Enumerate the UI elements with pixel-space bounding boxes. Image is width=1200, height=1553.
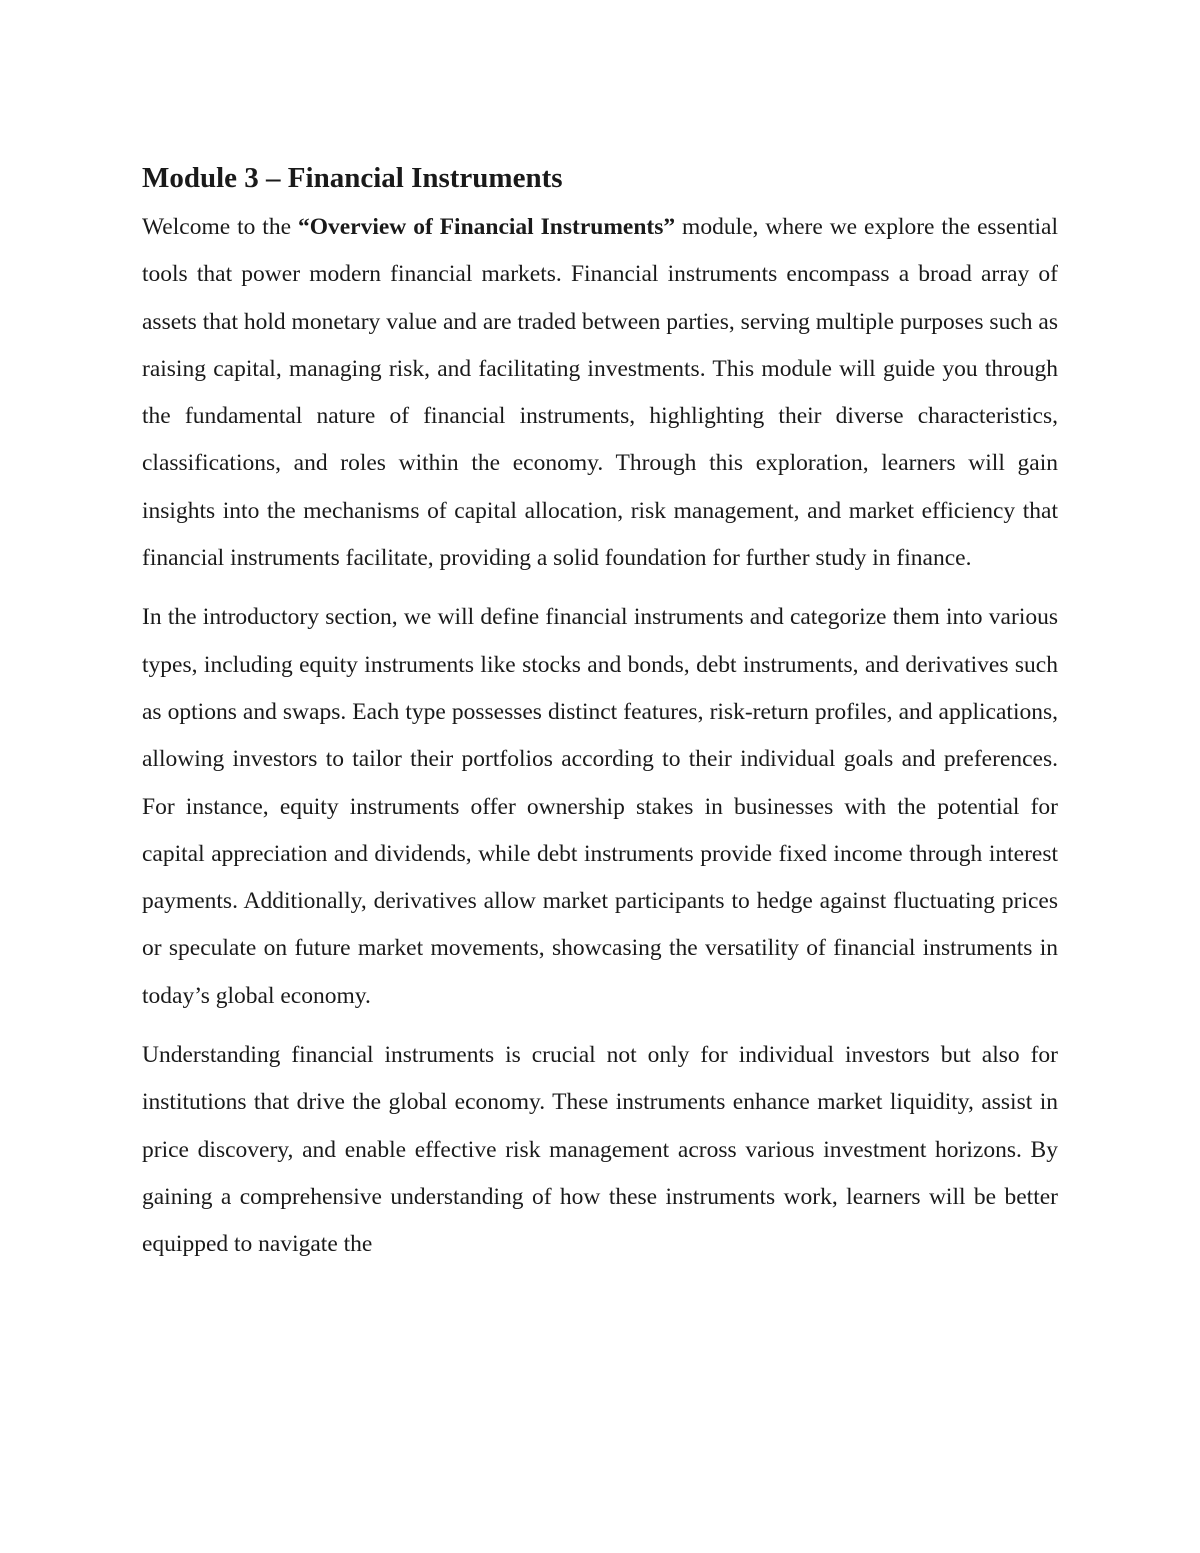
document-page (142, 158, 1058, 1281)
intro-lead: Welcome to the (142, 214, 298, 240)
page-title: Module 3 – Financial Instruments (142, 162, 563, 194)
paragraph-importance: Understanding financial instruments is crucial not only for individual investors but also for institutions that drive the global economy. These instruments enhance market liquidity, assist in price discovery, and enable effective risk management across various investment horizons. By gaining a comprehensive understanding of how these instruments work, learners will be better equipped to navigate the (142, 1042, 1058, 1258)
intro-paragraph (142, 204, 1058, 582)
module-name-bold: “Overview of Financial Instruments” (297, 214, 676, 240)
intro-rest: module, where we explore the essential tools that power modern financial markets. Financial instruments encompass a broad array of assets that hold monetary value and are traded between parties, serving multiple purposes such as raising capital, managing risk, and facilitating investments. This module will guide you through the fundamental nature of financial instruments, highlighting their diverse characteristics, classifications, and roles within the economy. Through this exploration, learners will gain insights into the mechanisms of capital allocation, risk management, and market efficiency that financial instruments facilitate, providing a solid foundation for further study in finance. (142, 214, 1058, 572)
paragraph-types: In the introductory section, we will define financial instruments and categorize them into various types, including equity instruments like stocks and bonds, debt instruments, and derivatives such as options and swaps. Each type possesses distinct features, risk-return profiles, and applications, allowing investors to tailor their portfolios according to their individual goals and preferences. For instance, equity instruments offer ownership stakes in businesses with the potential for capital appreciation and dividends, while debt instruments provide fixed income through interest payments. Additionally, derivatives allow market participants to hedge against fluctuating prices or speculate on future market movements, showcasing the versatility of financial instruments in today’s global economy. (142, 604, 1058, 1009)
